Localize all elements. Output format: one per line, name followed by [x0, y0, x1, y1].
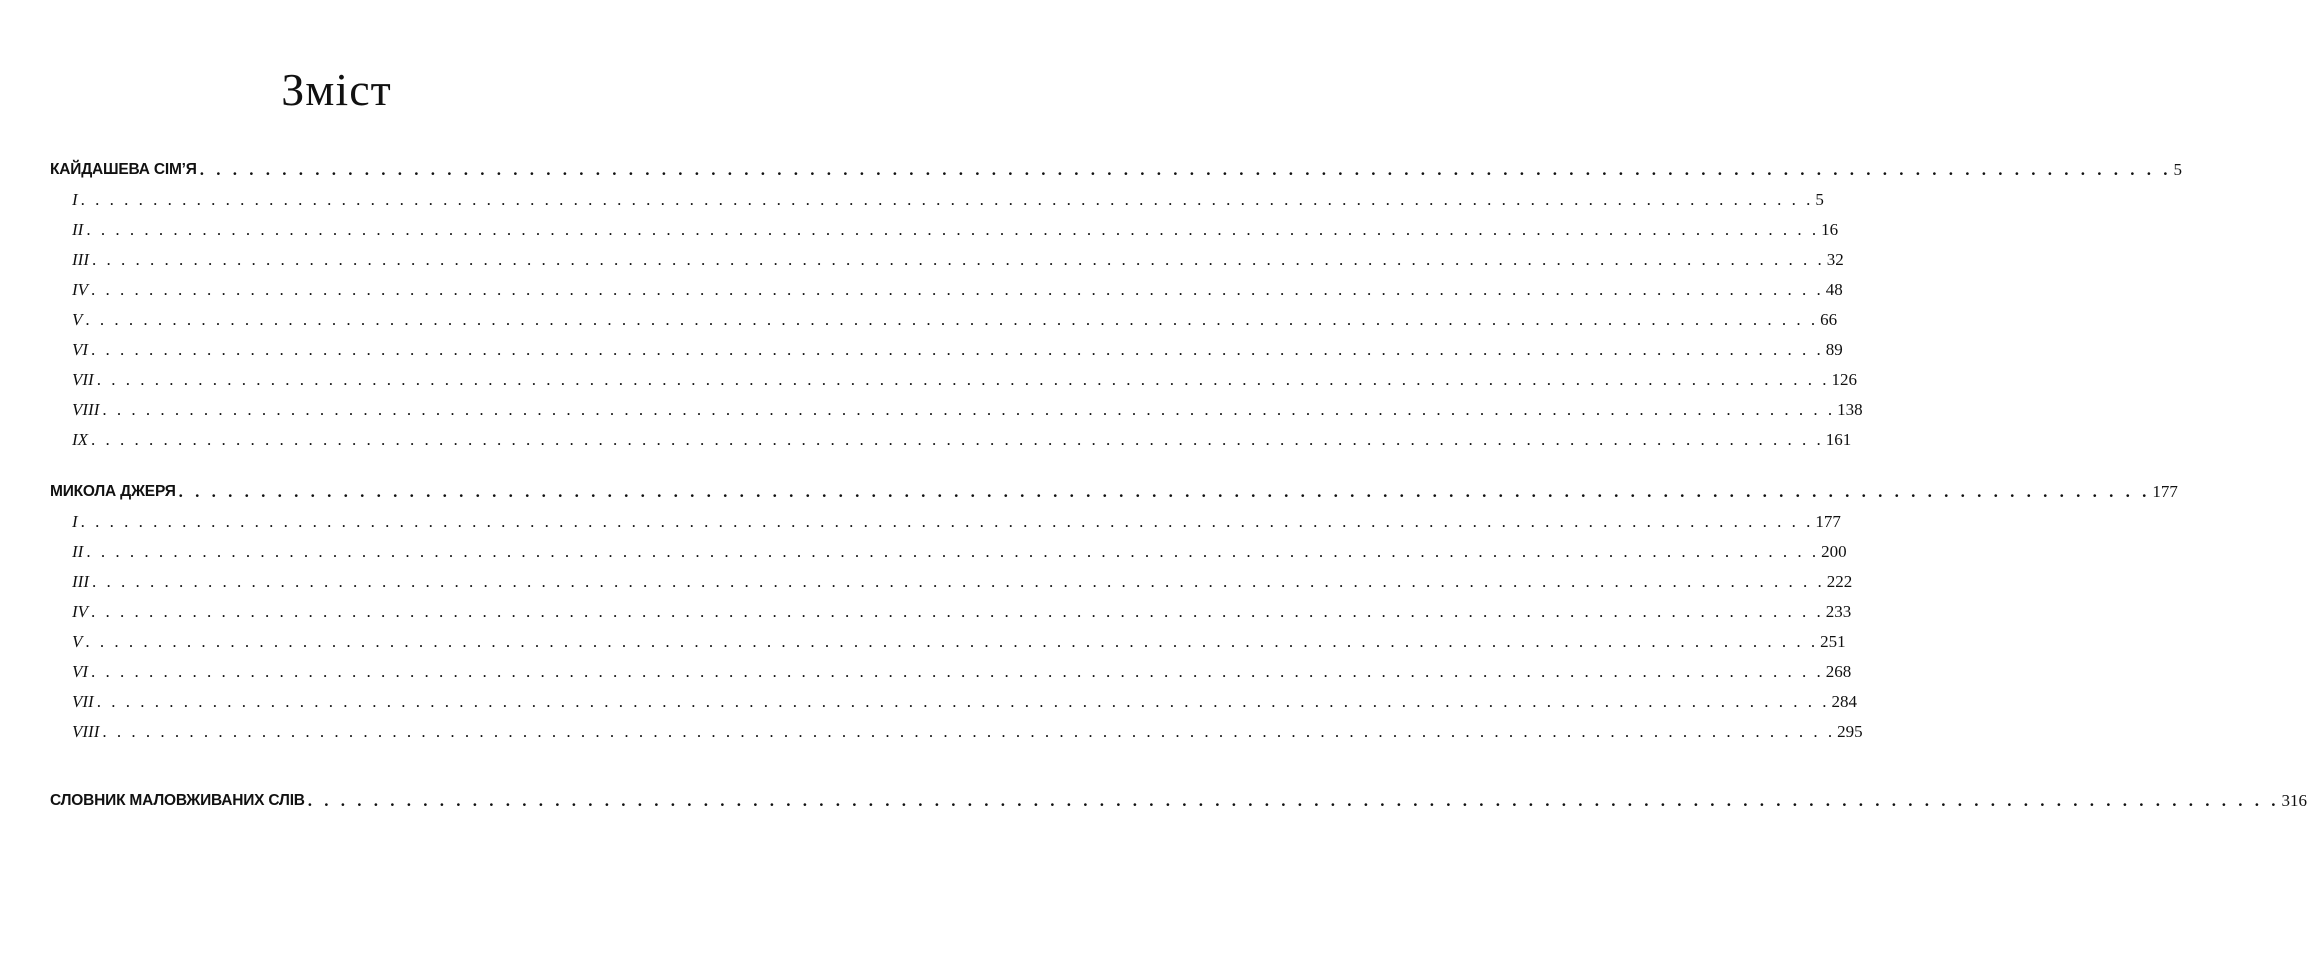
toc-chapter-entry [72, 536, 1847, 562]
toc-chapter-entry [72, 716, 1863, 742]
chapter-label: III [72, 250, 89, 269]
page-number: 268 [1825, 662, 1852, 681]
chapter-label: I [72, 190, 78, 209]
toc-chapter-entry [72, 184, 1824, 210]
toc-chapter-entry [72, 686, 1857, 712]
toc-chapter-entry [72, 596, 1852, 622]
chapter-label: II [72, 542, 84, 561]
dot-leader: . . . . . . . . . . . . . . . . . . . . . . . . . . . . . . . . . . . . . . . . . . . . . . . . . . . . . . . . . . . . . . . . . . . . . . . . . . . . . . . . . . . . . . . . . . . . . . . . . . . . . . . . . . . . . . . . . . . . . . . . [199, 160, 2172, 179]
chapter-label: I [72, 512, 78, 531]
page-number: 161 [1825, 430, 1852, 449]
dot-leader: . . . . . . . . . . . . . . . . . . . . . . . . . . . . . . . . . . . . . . . . . . . . . . . . . . . . . . . . . . . . . . . . . . . . . . . . . . . . . . . . . . . . . . . . . . . . . . . . . . . . . . . . . . . . . . . . . . . . . . . . [91, 430, 1824, 449]
page-number: 138 [1837, 400, 1863, 419]
page-number: 251 [1820, 632, 1846, 651]
page-number: 5 [2173, 160, 2182, 179]
page-number: 5 [1815, 190, 1824, 209]
toc-chapter-entry [72, 244, 1844, 270]
chapter-label: VII [72, 692, 94, 711]
dot-leader: . . . . . . . . . . . . . . . . . . . . . . . . . . . . . . . . . . . . . . . . . . . . . . . . . . . . . . . . . . . . . . . . . . . . . . . . . . . . . . . . . . . . . . . . . . . . . . . . . . . . . . . . . . . . . . . . . . . . . . . . [96, 370, 1830, 389]
dot-leader: . . . . . . . . . . . . . . . . . . . . . . . . . . . . . . . . . . . . . . . . . . . . . . . . . . . . . . . . . . . . . . . . . . . . . . . . . . . . . . . . . . . . . . . . . . . . . . . . . . . . . . . . . . . . . . . . . . . . . . . . [102, 400, 1836, 419]
page-title: Зміст [281, 64, 392, 115]
page-number: 222 [1826, 572, 1853, 591]
toc-chapter-entry [72, 214, 1839, 240]
toc-chapter-entry [72, 394, 1863, 420]
page-number: 233 [1825, 602, 1852, 621]
dot-leader: . . . . . . . . . . . . . . . . . . . . . . . . . . . . . . . . . . . . . . . . . . . . . . . . . . . . . . . . . . . . . . . . . . . . . . . . . . . . . . . . . . . . . . . . . . . . . . . . . . . . . . . . . . . . . . . . . . . . . . . . [91, 662, 1824, 681]
chapter-label: VI [72, 662, 89, 681]
toc-chapter-entry [72, 656, 1852, 682]
toc-chapter-entry [72, 304, 1838, 330]
section-title: МИКОЛА ДЖЕРЯ [50, 483, 176, 500]
toc-section-entry [50, 785, 2307, 811]
dot-leader: . . . . . . . . . . . . . . . . . . . . . . . . . . . . . . . . . . . . . . . . . . . . . . . . . . . . . . . . . . . . . . . . . . . . . . . . . . . . . . . . . . . . . . . . . . . . . . . . . . . . . . . . . . . . . . . . . . . . . . . . [86, 542, 1820, 561]
page-number: 48 [1825, 280, 1843, 299]
chapter-label: VIII [72, 722, 100, 741]
chapter-label: VII [72, 370, 94, 389]
toc-chapter-entry [72, 274, 1843, 300]
chapter-label: VIII [72, 400, 100, 419]
dot-leader: . . . . . . . . . . . . . . . . . . . . . . . . . . . . . . . . . . . . . . . . . . . . . . . . . . . . . . . . . . . . . . . . . . . . . . . . . . . . . . . . . . . . . . . . . . . . . . . . . . . . . . . . . . . . . . . . . . . . . . . . [102, 722, 1836, 741]
toc-section-entry [50, 476, 2178, 502]
page-number: 284 [1831, 692, 1857, 711]
chapter-label: V [72, 310, 83, 329]
toc-section-entry [50, 154, 2182, 180]
dot-leader: . . . . . . . . . . . . . . . . . . . . . . . . . . . . . . . . . . . . . . . . . . . . . . . . . . . . . . . . . . . . . . . . . . . . . . . . . . . . . . . . . . . . . . . . . . . . . . . . . . . . . . . . . . . . . . . . . . . . . . . . [91, 250, 1825, 269]
toc-chapter-entry [72, 334, 1843, 360]
dot-leader: . . . . . . . . . . . . . . . . . . . . . . . . . . . . . . . . . . . . . . . . . . . . . . . . . . . . . . . . . . . . . . . . . . . . . . . . . . . . . . . . . . . . . . . . . . . . . . . . . . . . . . . . . . . . . . . . . . . . . . . . [85, 310, 1819, 329]
toc-chapter-entry [72, 506, 1841, 532]
page-number: 126 [1831, 370, 1857, 389]
dot-leader: . . . . . . . . . . . . . . . . . . . . . . . . . . . . . . . . . . . . . . . . . . . . . . . . . . . . . . . . . . . . . . . . . . . . . . . . . . . . . . . . . . . . . . . . . . . . . . . . . . . . . . . . . . . . . . . . . . . . . . . . [91, 572, 1825, 591]
page-number: 32 [1826, 250, 1844, 269]
chapter-label: IX [72, 430, 89, 449]
toc-chapter-entry [72, 364, 1857, 390]
page-number: 177 [2152, 482, 2178, 501]
page-number: 316 [2281, 791, 2307, 810]
section-title: КАЙДАШЕВА СІМ’Я [50, 161, 197, 178]
page-number: 89 [1825, 340, 1843, 359]
dot-leader: . . . . . . . . . . . . . . . . . . . . . . . . . . . . . . . . . . . . . . . . . . . . . . . . . . . . . . . . . . . . . . . . . . . . . . . . . . . . . . . . . . . . . . . . . . . . . . . . . . . . . . . . . . . . . . . . . . . . . . . . [91, 602, 1824, 621]
chapter-label: VI [72, 340, 89, 359]
dot-leader: . . . . . . . . . . . . . . . . . . . . . . . . . . . . . . . . . . . . . . . . . . . . . . . . . . . . . . . . . . . . . . . . . . . . . . . . . . . . . . . . . . . . . . . . . . . . . . . . . . . . . . . . . . . . . . . . . . . . . . . . [91, 280, 1824, 299]
dot-leader: . . . . . . . . . . . . . . . . . . . . . . . . . . . . . . . . . . . . . . . . . . . . . . . . . . . . . . . . . . . . . . . . . . . . . . . . . . . . . . . . . . . . . . . . . . . . . . . . . . . . . . . . . . . . . . . . . . . . . . . . [85, 632, 1819, 651]
dot-leader: . . . . . . . . . . . . . . . . . . . . . . . . . . . . . . . . . . . . . . . . . . . . . . . . . . . . . . . . . . . . . . . . . . . . . . . . . . . . . . . . . . . . . . . . . . . . . . . . . . . . . . . . . . . . . . . . . . . . . . . . [80, 190, 1814, 209]
page-number: 16 [1821, 220, 1839, 239]
chapter-label: IV [72, 602, 89, 621]
dot-leader: . . . . . . . . . . . . . . . . . . . . . . . . . . . . . . . . . . . . . . . . . . . . . . . . . . . . . . . . . . . . . . . . . . . . . . . . . . . . . . . . . . . . . . . . . . . . . . . . . . . . . . . . . . . . . . . . . . . . . . . . [96, 692, 1830, 711]
chapter-label: III [72, 572, 89, 591]
chapter-label: V [72, 632, 83, 651]
toc-chapter-entry [72, 626, 1846, 652]
chapter-label: IV [72, 280, 89, 299]
page-number: 177 [1815, 512, 1841, 531]
dot-leader: . . . . . . . . . . . . . . . . . . . . . . . . . . . . . . . . . . . . . . . . . . . . . . . . . . . . . . . . . . . . . . . . . . . . . . . . . . . . . . . . . . . . . . . . . . . . . . . . . . . . . . . . . . . . . . . . . . . . . . . . [91, 340, 1824, 359]
toc-chapter-entry [72, 566, 1853, 592]
chapter-label: II [72, 220, 84, 239]
dot-leader: . . . . . . . . . . . . . . . . . . . . . . . . . . . . . . . . . . . . . . . . . . . . . . . . . . . . . . . . . . . . . . . . . . . . . . . . . . . . . . . . . . . . . . . . . . . . . . . . . . . . . . . . . . . . . . . . . . . . . . . . [178, 482, 2151, 501]
dot-leader: . . . . . . . . . . . . . . . . . . . . . . . . . . . . . . . . . . . . . . . . . . . . . . . . . . . . . . . . . . . . . . . . . . . . . . . . . . . . . . . . . . . . . . . . . . . . . . . . . . . . . . . . . . . . . . . . . . . . . . . . [86, 220, 1820, 239]
dot-leader: . . . . . . . . . . . . . . . . . . . . . . . . . . . . . . . . . . . . . . . . . . . . . . . . . . . . . . . . . . . . . . . . . . . . . . . . . . . . . . . . . . . . . . . . . . . . . . . . . . . . . . . . . . . . . . . . . . . . . . . . [307, 791, 2280, 810]
page-number: 295 [1837, 722, 1863, 741]
page-number: 200 [1821, 542, 1847, 561]
page-number: 66 [1820, 310, 1838, 329]
dot-leader: . . . . . . . . . . . . . . . . . . . . . . . . . . . . . . . . . . . . . . . . . . . . . . . . . . . . . . . . . . . . . . . . . . . . . . . . . . . . . . . . . . . . . . . . . . . . . . . . . . . . . . . . . . . . . . . . . . . . . . . . [80, 512, 1814, 531]
toc-chapter-entry [72, 424, 1852, 450]
section-title: СЛОВНИК МАЛОВЖИВАНИХ СЛІВ [50, 792, 305, 809]
